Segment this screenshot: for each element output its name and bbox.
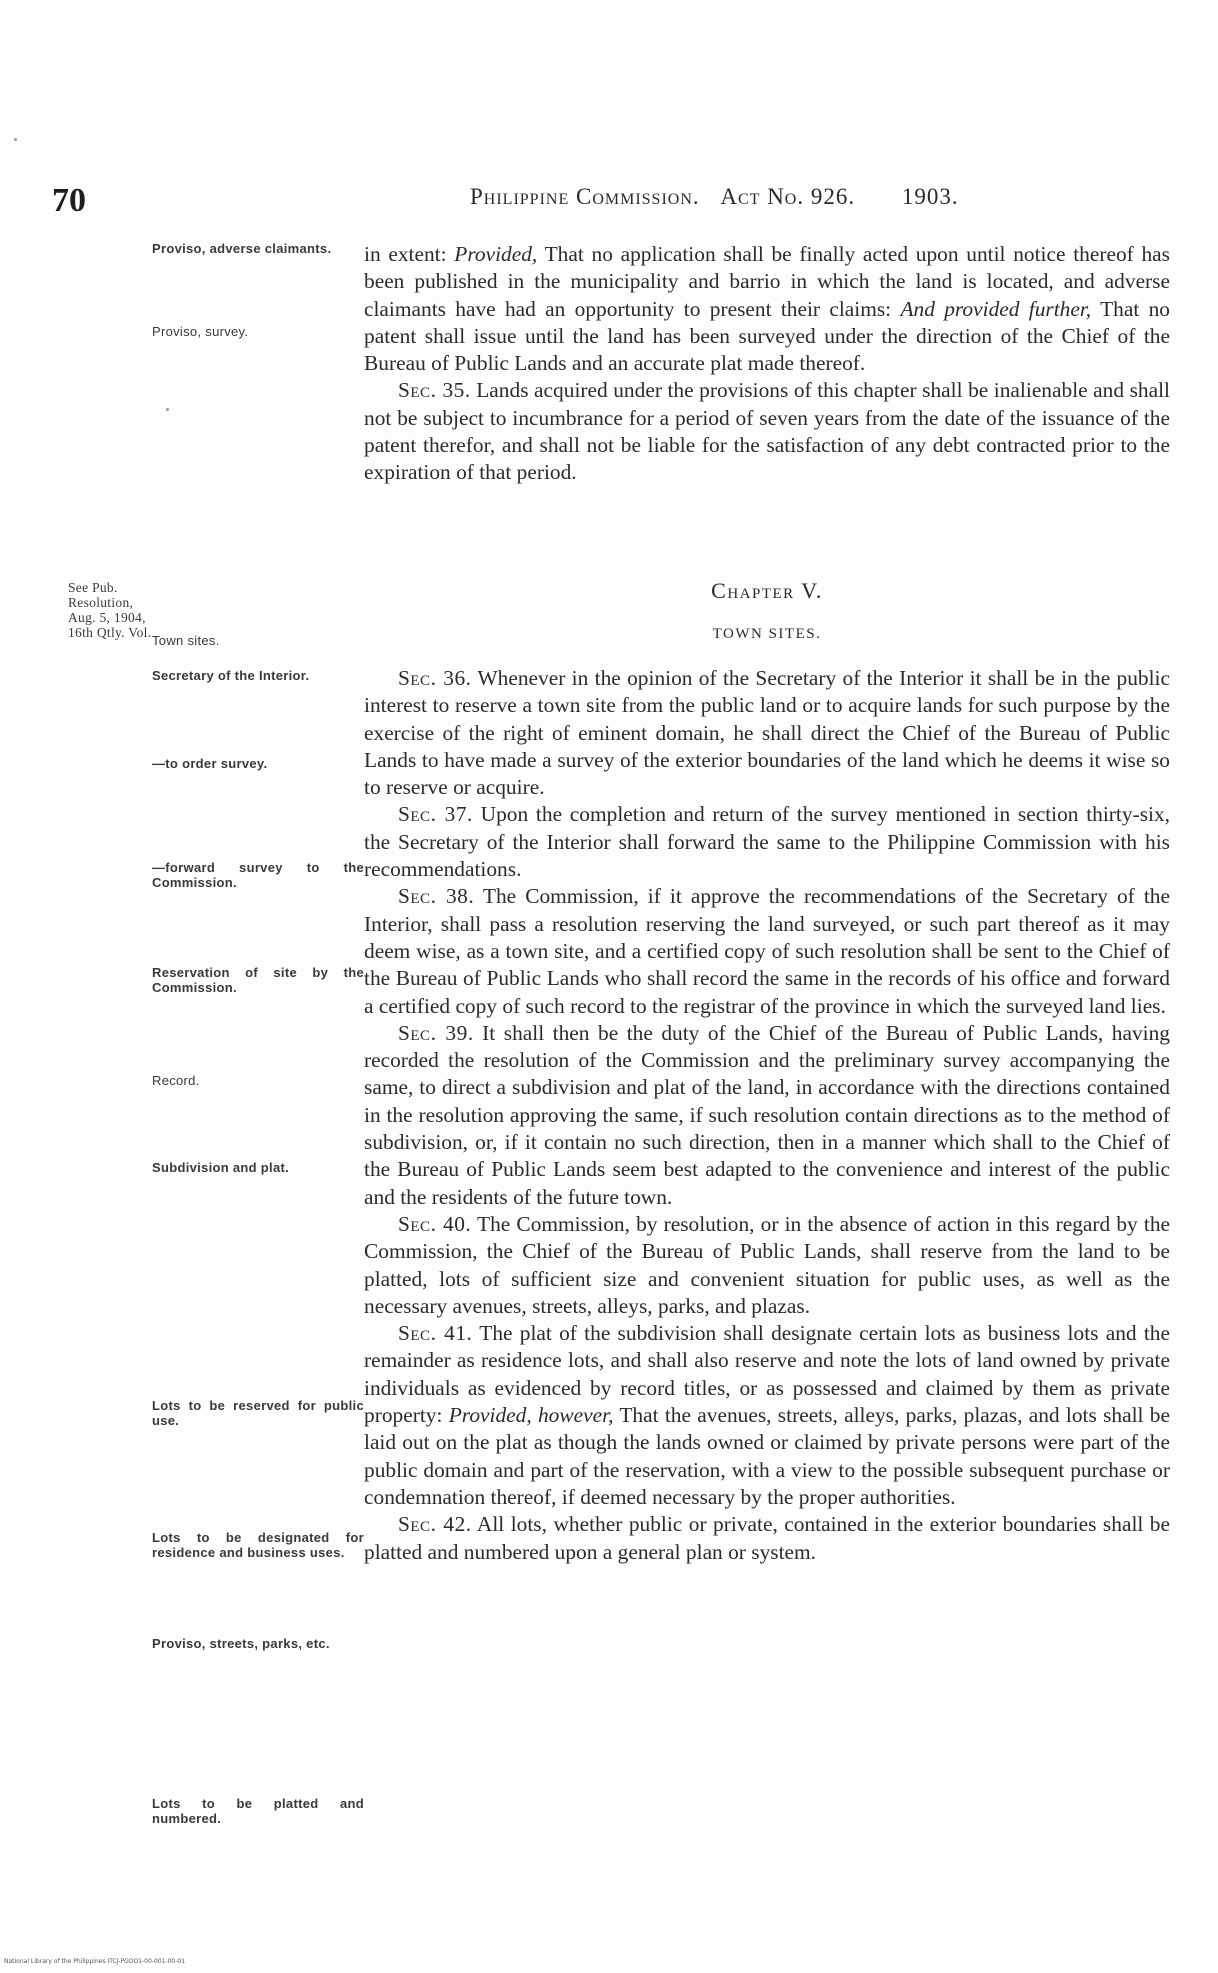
note-secretary: Secretary of the Interior. [152, 668, 310, 683]
scan-speck [14, 138, 17, 141]
note-subdivision: Subdivision and plat. [152, 1160, 290, 1175]
note-see-pub: See Pub. Resolution, Aug. 5, 1904, 16th Qtly. Vol. [68, 580, 152, 640]
note-lots-designated: Lots to be designated for residence and business uses. [152, 1530, 364, 1560]
running-head [470, 184, 1070, 210]
paragraph-sec-41: Sec. 41. The plat of the subdivision shall designate certain lots as business lots and the remainder as residence lots, and shall also reserve and note the lots of land owned by private individuals as evidenced by record titles, or as possessed and claimed by them as private property: Provided, however, That the avenues, streets, alleys, parks, plazas, and lots shall be laid out on the plat as though the lands owned or claimed by private persons were part of the public domain and part of the reservation, with a view to the possible subsequent purchase or condemnation thereof, if deemed necessary by the proper authorities. [364, 1321, 1170, 1509]
page-number: 70 [52, 182, 86, 219]
note-record: Record. [152, 1073, 200, 1088]
paragraph-sec-39: Sec. 39. It shall then be the duty of the Chief of the Bureau of Public Lands, having recorded the resolution of the Commission and the preliminary survey accompanying the same, to direct a subdivision and plat of the land, in accordance with the directions contained in the resolution approving the same, if such resolution contain directions as to the method of subdivision, or, if it contain no such direction, then in a manner which shall to the Chief of the Bureau of Public Lands seem best adapted to the convenience and interest of the public and the residents of the future town. [364, 1020, 1171, 1209]
note-lots-reserved: Lots to be reserved for public use. [152, 1398, 364, 1428]
note-proviso-adverse: Proviso, adverse claimants. [152, 241, 332, 256]
running-head-act: Act No. 926. [720, 184, 856, 209]
paragraph-sec-36: Sec. 36. Whenever in the opinion of the Secretary of the Interior it shall be in the public interest to reserve a town site from the public land or to acquire lands for such purpose by the exercise of the right of eminent domain, he shall direct the Chief of the Bureau of Public Lands to have made a survey of the exterior boundaries of the land which he deems it wise so to reserve or acquire. [364, 666, 1170, 800]
note-town-sites: Town sites. [152, 633, 220, 648]
note-proviso-streets: Proviso, streets, parks, etc. [152, 1636, 330, 1651]
scan-speck [166, 408, 169, 411]
body-block-chapter [364, 665, 1170, 1566]
note-proviso-survey: Proviso, survey. [152, 324, 249, 339]
paragraph-sec-38: Sec. 38. The Commission, if it approve the recommendations of the Secretary of the Interior, shall pass a resolution reserving the land surveyed, or such part thereof as it may deem wise, as a town site, and a certified copy of such resolution shall be sent to the Chief of the Bureau of Public Lands who shall record the same in the records of his office and forward a certified copy of such record to the registrar of the province in which the surveyed land lies. [364, 884, 1170, 1018]
paragraph-proviso: in extent: Provided, That no application shall be finally acted upon until notice thereof has been published in the municipality and barrio in which the land is located, and adverse claimants have had an opportunity to present their claims: And provided further, That no patent shall issue until the land has been surveyed under the direction of the Chief of the Bureau of Public Lands and an accurate plat made thereof. [364, 242, 1170, 376]
body-block-top [364, 241, 1170, 487]
running-head-title: Philippine Commission. [470, 184, 700, 209]
running-head-year: 1903. [901, 184, 959, 209]
paragraph-sec-37: Sec. 37. Upon the completion and return of the survey mentioned in section thirty-six, the Secretary of the Interior shall forward the same to the Philippine Commission with his recommendations. [364, 802, 1171, 882]
paragraph-sec-40: Sec. 40. The Commission, by resolution, or in the absence of action in this regard by the Commission, the Chief of the Bureau of Public Lands, shall reserve from the land to be platted, lots of sufficient size and convenient situation for public uses, as well as the necessary avenues, streets, alleys, parks, and plazas. [364, 1211, 1171, 1318]
note-forward-survey: —forward survey to the Commission. [152, 860, 364, 890]
note-to-order-survey: —to order survey. [152, 756, 268, 771]
note-lots-platted: Lots to be platted and numbered. [152, 1796, 364, 1826]
scan-footer-stamp: National Library of the Philippines ITCJ-PGOO1-00-001-00-01 [4, 1958, 186, 1965]
paragraph-sec-35: Sec. 35. Lands acquired under the provisions of this chapter shall be inalienable and shall not be subject to incumbrance for a period of seven years from the date of the issuance of the patent therefor, and shall not be liable for the satisfaction of any debt contracted prior to the expiration of that period. [364, 378, 1171, 485]
chapter-heading: Chapter V. [711, 578, 823, 603]
note-reservation: Reservation of site by the Commission. [152, 965, 364, 995]
paragraph-sec-42: Sec. 42. All lots, whether public or private, contained in the exterior boundaries shall be platted and numbered upon a general plan or system. [364, 1512, 1170, 1564]
chapter-title: TOWN SITES. [712, 626, 822, 642]
